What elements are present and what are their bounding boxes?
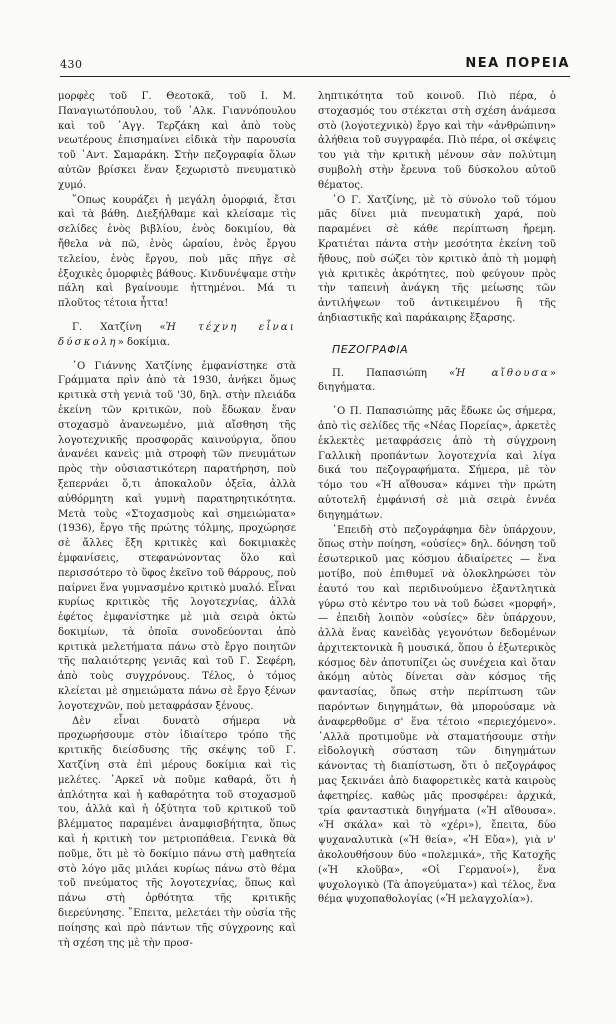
page-number: 430 [60, 58, 83, 71]
running-header [60, 54, 570, 77]
review-author: Π. Παπασιώπη « [332, 367, 456, 379]
paragraph: ᾿Ο Γιάννης Χατζίνης ἐμφανίστηκε στὰ Γράμματα πρὶν ἀπὸ τὰ 1930, ἀνήκει ὅμως κριτικὰ στὴ γενιὰ τοῦ '30, δηλ. στὴν πλειάδα ἐκείνη τῶν κριτικῶν, ποὺ ἔδωκαν ἕναν στοχασμὸ ἀνανεωμένο, μιὰ αἴσθηση τῆς λογοτεχνικῆς προσφορᾶς καινούργια, ὅπου ἀνανέει κανεὶς μιὰ στροφὴ τῶν πνευμάτων πρὸς τὴν οὐσιαστικότερη παρατήρηση, ποὺ ξεπερνάει ὅ,τι ἀποκαλοῦν ὀξεῖα, ἀλλὰ αὐθόρμητη καὶ γυμνὴ παρατηρητικότητα. Μετὰ τοὺς «Στοχασμοὺς καὶ σημειώματα» (1936), ἔργο τῆς πρώτης τόλμης, προχώρησε σὲ ἄλλες ἔξη κριτικὲς καὶ δοκιμιακὲς ἐμφανίσεις, στεφανώνοντας ὅλο καὶ περισσότερο τὸ ὕφος ἐκεῖνο τοῦ θάρρους, ποὺ παίρνει ἕνα γυμνασμένο κριτικὸ μυαλό. Εἶναι κυρίως κριτικὸς τῆς λογοτεχνίας, ἀλλὰ ἐφέτος ἐμφανίστηκε μὲ μιὰ σειρὰ ὀκτὼ δοκιμίων, τὰ ὁποῖα συνοδεύονται ἀπὸ κριτικὰ μελετήματα πάνω στὸ ἔργο ποιητῶν τῆς παλαιότερης γενιᾶς καὶ τοῦ Γ. Σεφέρη, ἀπὸ τοὺς συγχρόνους. Τέλος, ὁ τόμος κλείεται μὲ σημειώματα πάνω σὲ ἔργο ξένων λογοτεχνῶν, ποὺ μεταφράσαν ξένους. [58, 360, 296, 712]
paragraph: ῞Οπως κουράζει ἡ μεγάλη ὁμορφιά, ἔτσι καὶ τὰ βάθη. Διεξήλθαμε καὶ κλείσαμε τὶς σελίδες ἑνὸς βιβλίου, ἑνὸς δοκιμίου, θὰ ἤθελα νὰ πῶ, ἑνὸς ὡραίου, ἑνὸς ἔργου τελείου, ἑνὸς ἔργου, ποὺ μᾶς πῆγε σὲ ἐξοχικὲς ὁμορφιὲς βάθους. Κινδυνέψαμε στὴν πάλη καὶ βγαίνουμε ἡττημένοι. Μά τι πλοῦτος τέτοια ἧττα! [58, 194, 296, 310]
paragraph: μορφὲς τοῦ Γ. Θεοτοκᾶ, τοῦ Ι. Μ. Παναγιωτόπουλου, τοῦ ᾿Αλκ. Γιαννόπουλου καὶ τοῦ ᾿Αγγ. Τερζάκη καὶ ἀπὸ τοὺς νεωτέρους ἐπισημαίνει εἰδικὰ τὴν παρουσία τοῦ ᾿Αντ. Σαμαράκη. Στὴν πεζογραφία ὅλων αὐτῶν βρίσκει ἕναν ξεχωριστὸ πνευματικὸ χυμό. [58, 91, 296, 191]
review-author: Γ. Χατζίνη « [72, 321, 166, 333]
paragraph: ᾿Επειδὴ στὸ πεζογράφημα δὲν ὑπάρχουν, ὅπως στὴν ποίηση, «οὐσίες» δηλ. δόνηση τοῦ ἐσωτερικοῦ μας κόσμου ἀδιαίρετες — ἕνα μοτίβο, ποὺ ἐπιθυμεῖ νὰ ὁλοκληρώσει τὸν ἑαυτό του καὶ περιδινούμενο ἐξαντλητικὰ γύρω στὸ κέντρο του νὰ τοῦ δώσει «μορφή», — ἐπειδὴ λοιπὸν «οὐσίες» δὲν ὑπάρχουν, ἀλλὰ ἕνας κανεὶδὰς γεγονότων δεδομένων ἀρχιτεκτονικὰ ἢ μουσικά, ὅπου ὁ ἐξωτερικὸς κόσμος δὲν ἀποτυπίζει ὡς συνέχεια καὶ ὅταν ἀκόμη αὐτὸς δίνεται σὰν κόσμος τῆς φαντασίας, ὅπως στὴν περίπτωση τῶν παρόντων διηγημάτων, θὰ μπορούσαμε νὰ ἀναφερθοῦμε σ' ἕνα τέτοιο «περιεχόμενο». ᾿Αλλὰ προτιμοῦμε νὰ σταματήσουμε στὴν εἰδολογικὴ σύσταση τῶν διηγημάτων κάνοντας τὴ διαπίστωση, ὅτι ὁ πεζογράφος μας ξεκινάει ἀπὸ διαφορετικὲς κατὰ καιροὺς ἀφετηρίες. καθὼς μᾶς προσφέρει: ἀρχικά, τρία φανταστικὰ διηγήματα («Ἡ αἴθουσα». «Ἡ σκάλα» καὶ τὸ «χέρι»), ἔπειτα, δύο ψυχαναλυτικὰ («Ἡ θεία», «Ἡ Εὔα»), γιὰ ν' ἀκολουθήσουν δύο «πολεμικά», τῆς Κατοχῆς («Ἡ κλοῦβα», «Οἱ Γερμανοί»), ἕνα ψυχολογικὸ (Τὰ ἀπογεύματα») καὶ τέλος, ἕνα θέμα ψυχοπαθολογίας («Ἡ μελαγχολία»). [318, 524, 556, 906]
paragraph: ληπτικότητα τοῦ κοινοῦ. Πιὸ πέρα, ὁ στοχασμός του στέκεται στὴ σχέση ἀνάμεσα στὸ (λογοτεχνικὸ) ἔργο καὶ τὴν «ἀνθρώπινη» ἀλήθεια τοῦ συγγραφέα. Πιὸ πέρα, οἱ σκέψεις του γιὰ τὴν κριτικὴ μένουν σὰν πολύτιμη συμβολὴ στὴν ἔρευνα τοῦ δύσκολου αὐτοῦ θέματος. [318, 91, 556, 191]
review-book-title: Ἡ αἴθουσα [455, 367, 550, 379]
paragraph: ᾿Ο Π. Παπασιώπης μᾶς ἔδωκε ὡς σήμερα, ἀπὸ τὶς σελίδες τῆς «Νέας Πορείας», ἀρκετὲς ἐκλεκτὲς μεταφράσεις ἀπὸ τὴ σύγχρονη Γαλλικὴ προπάντων λογοτεχνία καὶ λίγα δικά του πεζογραφήματα. Σήμερα, μὲ τὸν τόμο του «Ἡ αἴθουσα» κάμνει τὴν πρώτη αὐτοτελῆ ἐμφάνισή σὲ μιὰ σειρὰ ἐννέα διηγημάτων. [318, 406, 556, 521]
review-heading [58, 321, 296, 351]
paragraph: Δὲν εἶναι δυνατὸ σήμερα νὰ προχωρήσουμε στὸν ἰδιαίτερο τρόπο τῆς κριτικῆς διείσδυσης τῆς σκέψης τοῦ Γ. Χατζίνη στὰ ἐπὶ μέρους δοκίμια καὶ τὶς μελέτες. ᾿Αρκεῖ νὰ ποῦμε καθαρά, ὅτι ἡ ἁπλότητα καὶ ἡ καθαρότητα τοῦ στοχασμοῦ του, ἀλλὰ καὶ ἡ ὀξύτητα τοῦ κριτικοῦ τοῦ βλέμματος παραμένει ἀναμφισβήτητα, ὅπως καὶ ἡ κριτικὴ τον μετριοπάθεια. Γενικὰ θὰ ποῦμε, ὅτι μὲ τὸ δοκίμιο πάνω στὴ μαθητεία στὸ λόγο μᾶς μιλάει κυρίως πάνω στὸ θέμα τοῦ πνεύματος τῆς λογοτεχνίας, ὅπως καὶ πάνω στὴ ὀρθότητα τῆς κριτικῆς διερεύνησης. ῎Επειτα, μελετάει τὴν οὐσία τῆς ποίησης καὶ πρὸ πάντων τῆς σύγχρονης καὶ τὴ σχέση της μὲ τὴν προσ- [58, 715, 296, 949]
review-genre: » δοκίμια. [117, 336, 171, 348]
review-genre: » διηγήματα. [318, 367, 556, 394]
right-column [318, 90, 556, 1000]
journal-title: ΝΕΑ ΠΟΡΕΙΑ [465, 56, 570, 71]
paragraph: ᾿Ο Γ. Χατζίνης, μὲ τὸ σύνολο τοῦ τόμου μᾶς δίνει μιὰ πνευματικὴ χαρά, ποὺ παραμένει σὲ κάθε περίπτωση ἤρεμη. Κρατιέται πάντα στὴν μεσότητα ἐκείνη τοῦ ἤθους, ποὺ σώζει τὸν κριτικὸ ἀπὸ τὴ μομφὴ γιὰ κριτικὲς ἀκρότητες, ποὺ φεύγουν πρὸς τὴν ταπεινὴ ἀνάγκη τῆς μείωσης τῶν ἀντιλήψεων τοῦ ἀντικειμένου ἢ τῆς ἀηδιαστικῆς καὶ παράκαιρης ἔξαρσης. [318, 194, 556, 324]
left-column [58, 90, 296, 1000]
section-heading: ΠΕΖΟΓΡΑΦΙΑ [332, 342, 409, 356]
review-book-title: Ἡ τέχνη εἶναι δύσκολη [58, 321, 296, 348]
review-heading [318, 367, 556, 397]
